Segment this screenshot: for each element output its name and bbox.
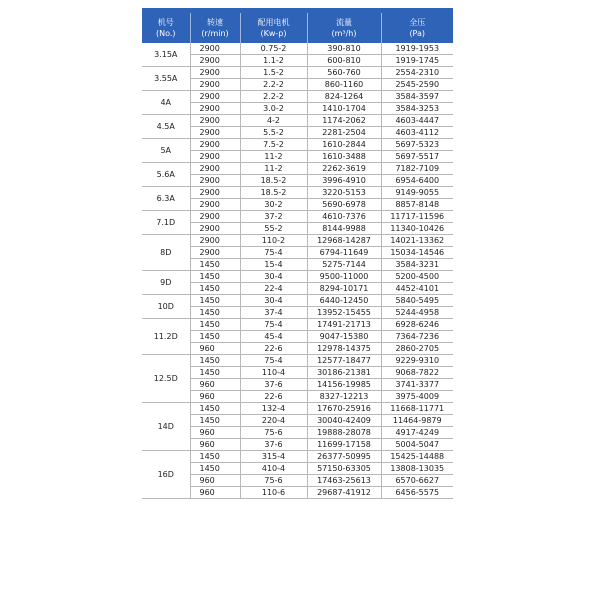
- flow-cell: 30040-42409: [307, 415, 381, 427]
- flow-cell: 3996-4910: [307, 175, 381, 187]
- pressure-cell: 6570-6627: [381, 475, 453, 487]
- speed-cell: 1450: [190, 451, 240, 463]
- pressure-cell: 9149-9055: [381, 187, 453, 199]
- fan-spec-table: [142, 13, 453, 499]
- speed-cell: 1450: [190, 283, 240, 295]
- flow-cell: 14156-19985: [307, 379, 381, 391]
- speed-cell: 1450: [190, 355, 240, 367]
- pressure-cell: 6928-6246: [381, 319, 453, 331]
- speed-cell: 2900: [190, 151, 240, 163]
- pressure-cell: 3584-3253: [381, 103, 453, 115]
- pressure-cell: 7182-7109: [381, 163, 453, 175]
- flow-cell: 2281-2504: [307, 127, 381, 139]
- speed-cell: 960: [190, 487, 240, 499]
- flow-cell: 17463-25613: [307, 475, 381, 487]
- flow-cell: 17491-21713: [307, 319, 381, 331]
- header-speed: [190, 13, 240, 43]
- motor-cell: 0.75-2: [240, 43, 307, 55]
- model-cell: 7.1D: [142, 211, 190, 235]
- speed-cell: 1450: [190, 271, 240, 283]
- motor-cell: 132-4: [240, 403, 307, 415]
- speed-cell: 960: [190, 427, 240, 439]
- model-cell: 3.15A: [142, 43, 190, 67]
- flow-cell: 12978-14375: [307, 343, 381, 355]
- pressure-cell: 2860-2705: [381, 343, 453, 355]
- motor-cell: 1.5-2: [240, 67, 307, 79]
- pressure-cell: 4917-4249: [381, 427, 453, 439]
- pressure-cell: 11464-9879: [381, 415, 453, 427]
- table-row: [142, 451, 453, 463]
- speed-cell: 2900: [190, 43, 240, 55]
- motor-cell: 4-2: [240, 115, 307, 127]
- motor-cell: 110-6: [240, 487, 307, 499]
- flow-cell: 6794-11649: [307, 247, 381, 259]
- flow-cell: 600-810: [307, 55, 381, 67]
- flow-cell: 1610-2844: [307, 139, 381, 151]
- speed-cell: 2900: [190, 175, 240, 187]
- table-row: [142, 91, 453, 103]
- model-cell: 10D: [142, 295, 190, 319]
- pressure-cell: 8857-8148: [381, 199, 453, 211]
- pressure-cell: 3741-3377: [381, 379, 453, 391]
- header-pressure-cn: 全压: [409, 18, 426, 27]
- model-cell: 5A: [142, 139, 190, 163]
- speed-cell: 960: [190, 343, 240, 355]
- motor-cell: 45-4: [240, 331, 307, 343]
- speed-cell: 2900: [190, 103, 240, 115]
- header-motor-cn: 配用电机: [257, 18, 290, 27]
- motor-cell: 75-4: [240, 319, 307, 331]
- model-cell: 8D: [142, 235, 190, 271]
- header-pressure-en: (Pa): [409, 29, 426, 38]
- flow-cell: 3220-5153: [307, 187, 381, 199]
- speed-cell: 1450: [190, 319, 240, 331]
- flow-cell: 860-1160: [307, 79, 381, 91]
- table-row: [142, 43, 453, 55]
- motor-cell: 22-6: [240, 343, 307, 355]
- pressure-cell: 4452-4101: [381, 283, 453, 295]
- speed-cell: 1450: [190, 367, 240, 379]
- table-row: [142, 271, 453, 283]
- flow-cell: 26377-50995: [307, 451, 381, 463]
- model-cell: 14D: [142, 403, 190, 451]
- pressure-cell: 5004-5047: [381, 439, 453, 451]
- table-row: [142, 211, 453, 223]
- motor-cell: 22-4: [240, 283, 307, 295]
- flow-cell: 2262-3619: [307, 163, 381, 175]
- flow-cell: 824-1264: [307, 91, 381, 103]
- speed-cell: 2900: [190, 55, 240, 67]
- table-row: [142, 403, 453, 415]
- pressure-cell: 5697-5323: [381, 139, 453, 151]
- speed-cell: 2900: [190, 187, 240, 199]
- pressure-cell: 9068-7822: [381, 367, 453, 379]
- header-model: [142, 13, 190, 43]
- model-cell: 11.2D: [142, 319, 190, 355]
- pressure-cell: 11717-11596: [381, 211, 453, 223]
- motor-cell: 11-2: [240, 163, 307, 175]
- speed-cell: 2900: [190, 79, 240, 91]
- flow-cell: 8294-10171: [307, 283, 381, 295]
- flow-cell: 17670-25916: [307, 403, 381, 415]
- header-flow-en: (m³/h): [331, 29, 357, 38]
- motor-cell: 15-4: [240, 259, 307, 271]
- speed-cell: 2900: [190, 91, 240, 103]
- table-row: [142, 295, 453, 307]
- pressure-cell: 1919-1745: [381, 55, 453, 67]
- header-flow: [307, 13, 381, 43]
- speed-cell: 1450: [190, 259, 240, 271]
- flow-cell: 30186-21381: [307, 367, 381, 379]
- model-cell: 9D: [142, 271, 190, 295]
- speed-cell: 2900: [190, 223, 240, 235]
- motor-cell: 220-4: [240, 415, 307, 427]
- flow-cell: 560-760: [307, 67, 381, 79]
- header-model-en: (No.): [155, 29, 176, 38]
- flow-cell: 29687-41912: [307, 487, 381, 499]
- speed-cell: 2900: [190, 211, 240, 223]
- pressure-cell: 2545-2590: [381, 79, 453, 91]
- motor-cell: 37-4: [240, 307, 307, 319]
- header-motor-en: (Kw-p): [260, 29, 287, 38]
- speed-cell: 2900: [190, 199, 240, 211]
- model-cell: 6.3A: [142, 187, 190, 211]
- flow-cell: 1610-3488: [307, 151, 381, 163]
- motor-cell: 30-4: [240, 295, 307, 307]
- table-row: [142, 67, 453, 79]
- header-speed-cn: 转速: [207, 18, 223, 27]
- speed-cell: 2900: [190, 235, 240, 247]
- table-row: [142, 163, 453, 175]
- motor-cell: 18.5-2: [240, 187, 307, 199]
- pressure-cell: 11668-11771: [381, 403, 453, 415]
- table-row: [142, 355, 453, 367]
- flow-cell: 1410-1704: [307, 103, 381, 115]
- motor-cell: 1.1-2: [240, 55, 307, 67]
- speed-cell: 1450: [190, 331, 240, 343]
- speed-cell: 2900: [190, 163, 240, 175]
- table-header-row: [142, 13, 453, 43]
- flow-cell: 13952-15455: [307, 307, 381, 319]
- speed-cell: 2900: [190, 67, 240, 79]
- motor-cell: 37-2: [240, 211, 307, 223]
- table-row: [142, 235, 453, 247]
- pressure-cell: 3975-4009: [381, 391, 453, 403]
- table-body: [142, 43, 453, 499]
- header-model-cn: 机号: [157, 18, 174, 27]
- pressure-cell: 4603-4447: [381, 115, 453, 127]
- pressure-cell: 3584-3231: [381, 259, 453, 271]
- flow-cell: 9500-11000: [307, 271, 381, 283]
- motor-cell: 3.0-2: [240, 103, 307, 115]
- motor-cell: 37-6: [240, 379, 307, 391]
- speed-cell: 960: [190, 379, 240, 391]
- speed-cell: 2900: [190, 247, 240, 259]
- motor-cell: 75-4: [240, 247, 307, 259]
- pressure-cell: 15425-14488: [381, 451, 453, 463]
- pressure-cell: 3584-3597: [381, 91, 453, 103]
- motor-cell: 2.2-2: [240, 91, 307, 103]
- motor-cell: 18.5-2: [240, 175, 307, 187]
- motor-cell: 2.2-2: [240, 79, 307, 91]
- flow-cell: 6440-12450: [307, 295, 381, 307]
- header-pressure: [381, 13, 453, 43]
- header-flow-cn: 流量: [336, 18, 352, 27]
- pressure-cell: 7364-7236: [381, 331, 453, 343]
- pressure-cell: 11340-10426: [381, 223, 453, 235]
- table-row: [142, 187, 453, 199]
- speed-cell: 960: [190, 439, 240, 451]
- flow-cell: 1174-2062: [307, 115, 381, 127]
- speed-cell: 960: [190, 391, 240, 403]
- flow-cell: 5690-6978: [307, 199, 381, 211]
- speed-cell: 1450: [190, 307, 240, 319]
- motor-cell: 75-6: [240, 427, 307, 439]
- pressure-cell: 4603-4112: [381, 127, 453, 139]
- pressure-cell: 14021-13362: [381, 235, 453, 247]
- flow-cell: 390-810: [307, 43, 381, 55]
- model-cell: 5.6A: [142, 163, 190, 187]
- model-cell: 3.55A: [142, 67, 190, 91]
- model-cell: 16D: [142, 451, 190, 499]
- flow-cell: 9047-15380: [307, 331, 381, 343]
- motor-cell: 75-6: [240, 475, 307, 487]
- speed-cell: 2900: [190, 115, 240, 127]
- motor-cell: 110-4: [240, 367, 307, 379]
- header-motor: [240, 13, 307, 43]
- motor-cell: 30-2: [240, 199, 307, 211]
- flow-cell: 5275-7144: [307, 259, 381, 271]
- pressure-cell: 9229-9310: [381, 355, 453, 367]
- flow-cell: 4610-7376: [307, 211, 381, 223]
- flow-cell: 8144-9988: [307, 223, 381, 235]
- flow-cell: 57150-63305: [307, 463, 381, 475]
- speed-cell: 1450: [190, 463, 240, 475]
- motor-cell: 30-4: [240, 271, 307, 283]
- motor-cell: 315-4: [240, 451, 307, 463]
- table-row: [142, 139, 453, 151]
- pressure-cell: 5244-4958: [381, 307, 453, 319]
- motor-cell: 110-2: [240, 235, 307, 247]
- motor-cell: 5.5-2: [240, 127, 307, 139]
- pressure-cell: 5697-5517: [381, 151, 453, 163]
- motor-cell: 55-2: [240, 223, 307, 235]
- pressure-cell: 6954-6400: [381, 175, 453, 187]
- fan-spec-table-container: [142, 8, 453, 499]
- model-cell: 4A: [142, 91, 190, 115]
- flow-cell: 11699-17158: [307, 439, 381, 451]
- speed-cell: 1450: [190, 403, 240, 415]
- motor-cell: 75-4: [240, 355, 307, 367]
- pressure-cell: 5200-4500: [381, 271, 453, 283]
- table-row: [142, 319, 453, 331]
- pressure-cell: 6456-5575: [381, 487, 453, 499]
- motor-cell: 410-4: [240, 463, 307, 475]
- header-speed-en: (r/min): [201, 29, 229, 38]
- speed-cell: 1450: [190, 295, 240, 307]
- pressure-cell: 15034-14546: [381, 247, 453, 259]
- motor-cell: 11-2: [240, 151, 307, 163]
- pressure-cell: 1919-1953: [381, 43, 453, 55]
- flow-cell: 12577-18477: [307, 355, 381, 367]
- motor-cell: 37-6: [240, 439, 307, 451]
- speed-cell: 2900: [190, 127, 240, 139]
- flow-cell: 19888-28078: [307, 427, 381, 439]
- speed-cell: 2900: [190, 139, 240, 151]
- motor-cell: 22-6: [240, 391, 307, 403]
- table-row: [142, 115, 453, 127]
- flow-cell: 12968-14287: [307, 235, 381, 247]
- motor-cell: 7.5-2: [240, 139, 307, 151]
- flow-cell: 8327-12213: [307, 391, 381, 403]
- model-cell: 4.5A: [142, 115, 190, 139]
- pressure-cell: 13808-13035: [381, 463, 453, 475]
- speed-cell: 960: [190, 475, 240, 487]
- pressure-cell: 5840-5495: [381, 295, 453, 307]
- speed-cell: 1450: [190, 415, 240, 427]
- model-cell: 12.5D: [142, 355, 190, 403]
- pressure-cell: 2554-2310: [381, 67, 453, 79]
